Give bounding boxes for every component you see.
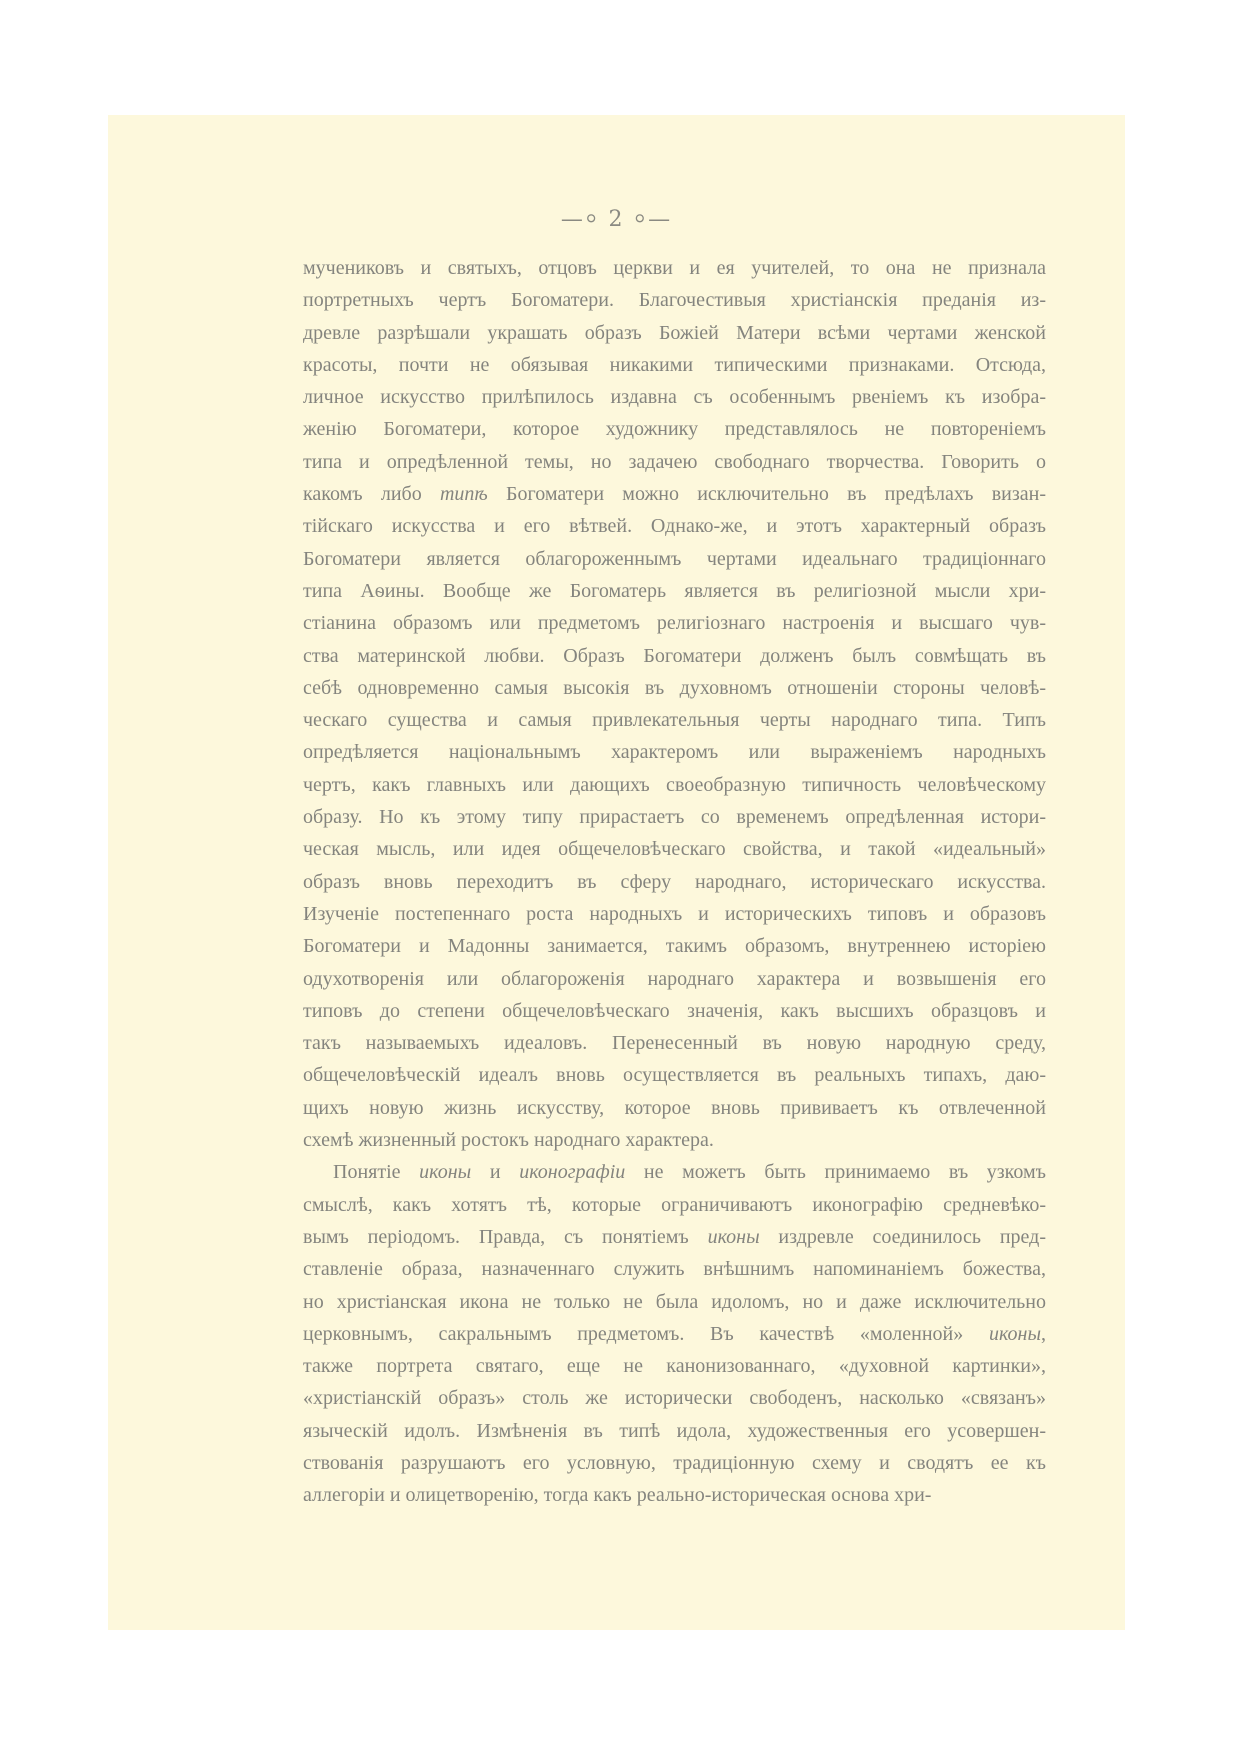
- text-line: языческій идолъ. Измѣненія въ типѣ идола, художественныя его усовершен-: [303, 1419, 1046, 1442]
- page-number: —⸰ 2 ⸰—: [560, 207, 673, 232]
- text-line: стіанина образомъ или предметомъ религіознаго настроенія и высшаго чув-: [303, 612, 1046, 635]
- text-line: вымъ періодомъ. Правда, съ понятіемъ иконы издревле соединилось пред-: [303, 1225, 1047, 1248]
- text-line: Понятіе иконы и иконографіи не можетъ быть принимаемо въ узкомъ: [333, 1161, 1047, 1184]
- text-line: но христіанская икона не только не была идоломъ, но и даже исключительно: [303, 1290, 1046, 1313]
- paragraph-1: [303, 252, 1046, 1156]
- text-line: одухотворенія или облагороженія народнаго характера и возвышенія его: [303, 967, 1046, 990]
- text-line: ствованія разрушаютъ его условную, традиціонную схему и сводятъ ее къ: [303, 1451, 1046, 1474]
- text-line: образъ вновь переходитъ въ сферу народнаго, историческаго искусства.: [303, 870, 1046, 893]
- text-line: чертъ, какъ главныхъ или дающихъ своеобразную типичность человѣческому: [303, 773, 1046, 796]
- text-line: смыслѣ, какъ хотятъ тѣ, которые ограничиваютъ иконографію средневѣко-: [303, 1193, 1046, 1216]
- text-line: также портрета святаго, еще не канонизованнаго, «духовной картинки»,: [303, 1355, 1046, 1378]
- document-page: [108, 115, 1125, 1630]
- text-line: тійскаго искусства и его вѣтвей. Однако-же, и этотъ характерный образъ: [303, 515, 1046, 538]
- text-line: опредѣляется національнымъ характеромъ или выраженіемъ народныхъ: [303, 741, 1046, 764]
- text-line: личное искусство прилѣпилось издавна съ особеннымъ рвеніемъ къ изобра-: [303, 386, 1046, 409]
- text-line: мучениковъ и святыхъ, отцовъ церкви и ея учителей, то она не признала: [303, 257, 1046, 279]
- text-line: общечеловѣческій идеалъ вновь осуществляется въ реальныхъ типахъ, даю-: [303, 1064, 1046, 1087]
- text-line: «христіанскій образъ» столь же исторически свободенъ, насколько «связанъ»: [303, 1387, 1046, 1410]
- paragraph-2: [303, 1156, 1046, 1511]
- text-line: портретныхъ чертъ Богоматери. Благочестивыя христіанскія преданія из-: [303, 289, 1046, 312]
- text-line: красоты, почти не обязывая никакими типическими признаками. Отсюда,: [303, 353, 1046, 376]
- text-line: ческая мысль, или идея общечеловѣческаго свойства, и такой «идеальный»: [303, 838, 1046, 861]
- text-line: схемѣ жизненный ростокъ народнаго характера.: [303, 1129, 714, 1152]
- text-line: Изученіе постепеннаго роста народныхъ и историческихъ типовъ и образовъ: [303, 902, 1046, 925]
- text-line: щихъ новую жизнь искусству, которое вновь прививаетъ къ отвлеченной: [303, 1096, 1046, 1119]
- body-text: [303, 252, 1046, 1512]
- text-line: ставленіе образа, назначеннаго служить внѣшнимъ напоминаніемъ божества,: [303, 1258, 1046, 1281]
- text-line: Богоматери является облагороженнымъ чертами идеальнаго традиціоннаго: [303, 547, 1046, 570]
- text-line: такъ называемыхъ идеаловъ. Перенесенный въ новую народную среду,: [303, 1032, 1046, 1055]
- text-line: церковнымъ, сакральнымъ предметомъ. Въ качествѣ «моленной» иконы,: [303, 1322, 1046, 1345]
- text-line: древле разрѣшали украшать образъ Божіей Матери всѣми чертами женской: [303, 321, 1046, 344]
- text-line: аллегоріи и олицетворенію, тогда какъ реально-историческая основа хри-: [303, 1484, 932, 1507]
- text-line: женію Богоматери, которое художнику представлялось не повтореніемъ: [303, 418, 1046, 441]
- text-line: себѣ одновременно самыя высокія въ духовномъ отношеніи стороны человѣ-: [303, 676, 1046, 699]
- text-line: ческаго существа и самыя привлекательныя черты народнаго типа. Типъ: [303, 709, 1046, 732]
- text-line: какомъ либо типѣ Богоматери можно исключительно въ предѣлахъ визан-: [303, 483, 1046, 506]
- text-line: образу. Но къ этому типу прирастаетъ со временемъ опредѣленная истори-: [303, 806, 1046, 829]
- text-line: типа Аѳины. Вообще же Богоматерь является въ религіозной мысли хри-: [303, 579, 1046, 602]
- text-line: Богоматери и Мадонны занимается, такимъ образомъ, внутреннею исторіею: [303, 935, 1046, 958]
- text-line: типовъ до степени общечеловѣческаго значенія, какъ высшихъ образцовъ и: [303, 999, 1046, 1022]
- text-line: ства материнской любви. Образъ Богоматери долженъ былъ совмѣщать въ: [303, 644, 1046, 667]
- text-line: типа и опредѣленной темы, но задачею свободнаго творчества. Говорить о: [303, 450, 1046, 473]
